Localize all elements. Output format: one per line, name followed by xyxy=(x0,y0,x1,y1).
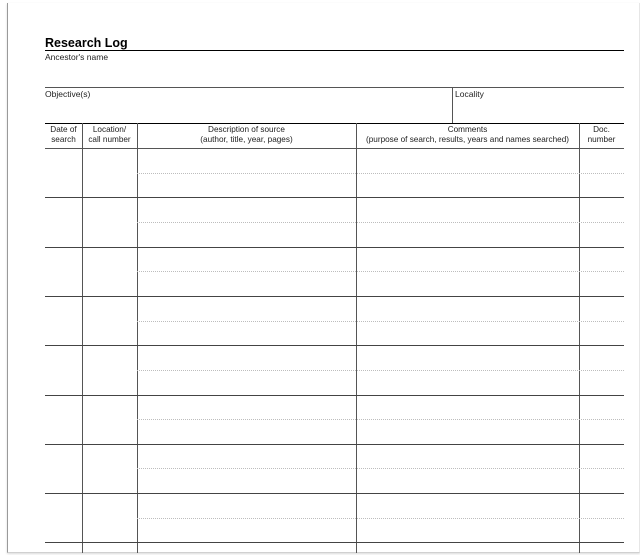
locality-label: Locality xyxy=(455,89,484,99)
ancestor-name-field[interactable] xyxy=(45,87,624,88)
entry-row-rule xyxy=(45,493,624,494)
entry-subline[interactable] xyxy=(137,370,624,371)
entry-row-rule xyxy=(45,444,624,445)
title-rule xyxy=(45,50,624,51)
entry-row-rule xyxy=(45,197,624,198)
table-top-rule xyxy=(45,123,624,124)
entry-subline[interactable] xyxy=(137,321,624,322)
column-header-comments: Comments (purpose of search, results, years and names searched) xyxy=(366,125,569,144)
entry-subline[interactable] xyxy=(137,173,624,174)
column-header-location: Location/ call number xyxy=(88,125,131,144)
entry-subline[interactable] xyxy=(137,518,624,519)
column-divider xyxy=(137,123,138,553)
objective-label: Objective(s) xyxy=(45,89,91,99)
entry-row-rule xyxy=(45,247,624,248)
form-title: Research Log xyxy=(45,36,128,50)
entry-subline[interactable] xyxy=(137,271,624,272)
column-header-description: Description of source (author, title, year, pages) xyxy=(200,125,293,144)
objective-locality-divider xyxy=(452,87,453,123)
column-header-doc-number: Doc. number xyxy=(587,125,616,144)
entry-row-rule xyxy=(45,542,624,543)
entry-row-rule xyxy=(45,395,624,396)
column-header-date: Date of search xyxy=(50,125,77,144)
entry-subline[interactable] xyxy=(137,222,624,223)
entry-subline[interactable] xyxy=(137,419,624,420)
column-divider xyxy=(579,123,580,553)
entry-subline[interactable] xyxy=(137,468,624,469)
entry-row-rule xyxy=(45,296,624,297)
entry-row-rule xyxy=(45,345,624,346)
column-divider xyxy=(82,123,83,553)
header-bottom-rule xyxy=(45,148,624,149)
ancestor-name-label: Ancestor's name xyxy=(45,52,109,62)
page-frame xyxy=(7,3,640,553)
column-divider xyxy=(356,123,357,553)
